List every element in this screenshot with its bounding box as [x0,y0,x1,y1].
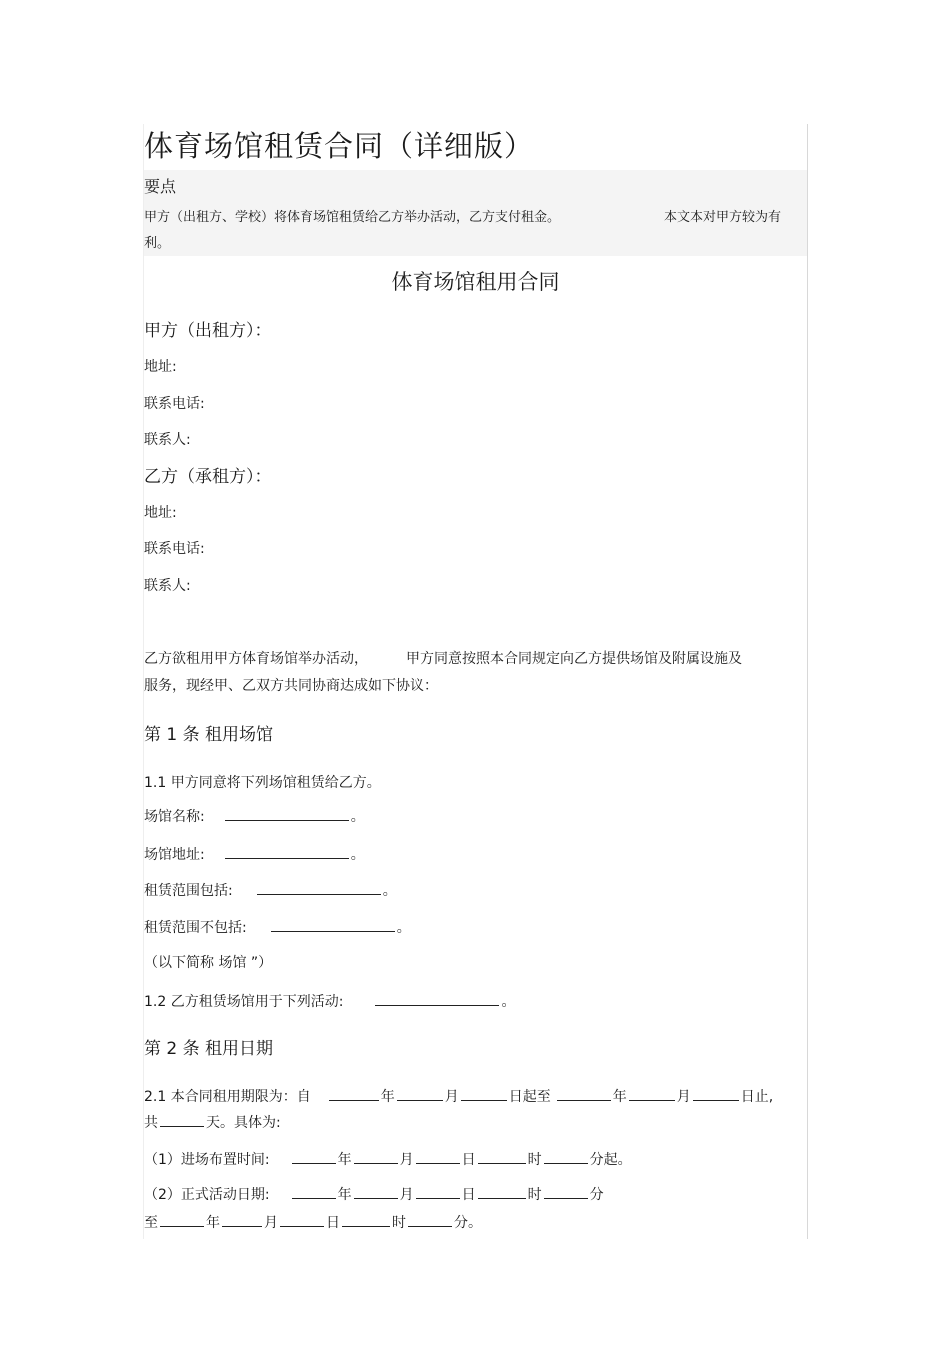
end-month-blank[interactable] [629,1086,675,1101]
formal-end-hour-blank[interactable] [342,1212,390,1227]
end-year-blank[interactable] [557,1086,611,1101]
formal-start-hour-blank[interactable] [478,1184,526,1199]
setup-month-label: 月 [399,1152,414,1168]
venue-address-blank[interactable] [225,844,349,859]
clause-1-2-label: 1.2 乙方租赁场馆用于下列活动: [144,994,344,1010]
document-page [143,124,808,1239]
formal-start-minute-blank[interactable] [544,1184,588,1199]
setup-year-label: 年 [337,1152,352,1168]
total-days-row [144,1112,281,1132]
formal-end-month-label: 月 [264,1215,278,1231]
formal-start-minute-label: 分 [589,1187,604,1203]
party-a-address: 地址: [144,359,177,375]
scope-out-blank[interactable] [271,917,395,932]
formal-end-minute-blank[interactable] [408,1212,452,1227]
setup-hour-blank[interactable] [478,1149,526,1164]
formal-start-day-blank[interactable] [416,1184,460,1199]
scope-in-label: 租赁范围包括: [144,883,233,899]
party-b-contact: 联系人: [144,578,191,594]
formal-end-hour-label: 时 [392,1215,406,1231]
clause-2-1-row [144,1086,773,1106]
summary-box [144,170,807,256]
formal-start-hour-label: 时 [527,1187,542,1203]
venue-address-label: 场馆地址: [144,847,205,863]
scope-out-row [144,917,411,937]
summary-line-2: 利。 [144,236,171,251]
party-a-phone: 联系电话: [144,396,205,412]
end-month-label: 月 [676,1089,691,1105]
formal-start-month-label: 月 [399,1187,414,1203]
total-label: 共 [144,1115,158,1131]
activity-period: 。 [501,994,516,1010]
start-year-label: 年 [380,1089,395,1105]
setup-time-label: （1）进场布置时间: [144,1152,270,1168]
venue-name-label: 场馆名称: [144,809,205,825]
formal-start-month-blank[interactable] [354,1184,398,1199]
venue-name-blank[interactable] [225,806,349,821]
total-days-blank[interactable] [160,1112,204,1127]
setup-minute-label: 分起。 [589,1152,632,1168]
days-label: 天。具体为: [206,1115,281,1131]
contract-subtitle: 体育场馆租用合同 [391,270,560,294]
setup-minute-blank[interactable] [544,1149,588,1164]
clause-2-1-label: 2.1 本合同租用期限为：自 [144,1089,311,1105]
venue-address-row [144,844,365,864]
formal-end-row [144,1212,482,1232]
intro-line-2: 服务，现经甲、乙双方共同协商达成如下协议： [144,678,438,694]
start-day-label: 日起至 [508,1089,551,1105]
clause-1-1: 1.1 甲方同意将下列场馆租赁给乙方。 [144,775,381,791]
formal-end-year-label: 年 [206,1215,220,1231]
formal-start-year-blank[interactable] [292,1184,336,1199]
article-1-heading: 第 1 条 租用场馆 [144,725,274,745]
scope-out-label: 租赁范围不包括: [144,920,247,936]
setup-day-label: 日 [461,1152,476,1168]
setup-year-blank[interactable] [292,1149,336,1164]
venue-address-period: 。 [350,847,365,863]
party-a-contact: 联系人: [144,432,191,448]
end-day-label: 日止, [740,1089,774,1105]
venue-name-period: 。 [350,809,365,825]
scope-in-period: 。 [382,883,397,899]
party-b-label: 乙方（承租方）： [144,467,272,487]
summary-line-1-tail: 本文本对甲方较为有 [664,210,782,225]
clause-1-2-row [144,991,515,1011]
to-label: 至 [144,1215,158,1231]
end-year-label: 年 [612,1089,627,1105]
scope-out-period: 。 [396,920,411,936]
party-b-address: 地址: [144,505,177,521]
scope-in-blank[interactable] [257,880,381,895]
venue-name-row [144,806,365,826]
summary-heading: 要点 [144,177,177,196]
party-b-phone: 联系电话: [144,541,205,557]
start-day-blank[interactable] [461,1086,507,1101]
scope-in-row [144,880,397,900]
intro-line-1b: 甲方同意按照本合同规定向乙方提供场馆及附属设施及 [406,651,742,667]
formal-end-year-blank[interactable] [160,1212,204,1227]
formal-date-row [144,1184,604,1204]
formal-end-day-blank[interactable] [280,1212,324,1227]
end-day-blank[interactable] [693,1086,739,1101]
venue-alias: （以下简称 场馆 ”） [144,955,273,971]
setup-hour-label: 时 [527,1152,542,1168]
start-month-label: 月 [444,1089,459,1105]
document-title: 体育场馆租赁合同（详细版） [144,129,535,163]
setup-month-blank[interactable] [354,1149,398,1164]
article-2-heading: 第 2 条 租用日期 [144,1039,274,1059]
formal-end-minute-label: 分。 [454,1215,482,1231]
formal-end-month-blank[interactable] [222,1212,262,1227]
formal-end-day-label: 日 [326,1215,340,1231]
setup-day-blank[interactable] [416,1149,460,1164]
formal-start-year-label: 年 [337,1187,352,1203]
party-a-label: 甲方（出租方）： [144,321,272,341]
formal-start-day-label: 日 [461,1187,476,1203]
setup-time-row [144,1149,632,1169]
summary-line-1: 甲方（出租方、学校）将体育场馆租赁给乙方举办活动，乙方支付租金。 [144,210,561,225]
activity-blank[interactable] [375,991,499,1006]
formal-date-label: （2）正式活动日期: [144,1187,270,1203]
intro-line-1a: 乙方欲租用甲方体育场馆举办活动， [144,651,368,667]
start-month-blank[interactable] [397,1086,443,1101]
start-year-blank[interactable] [329,1086,379,1101]
